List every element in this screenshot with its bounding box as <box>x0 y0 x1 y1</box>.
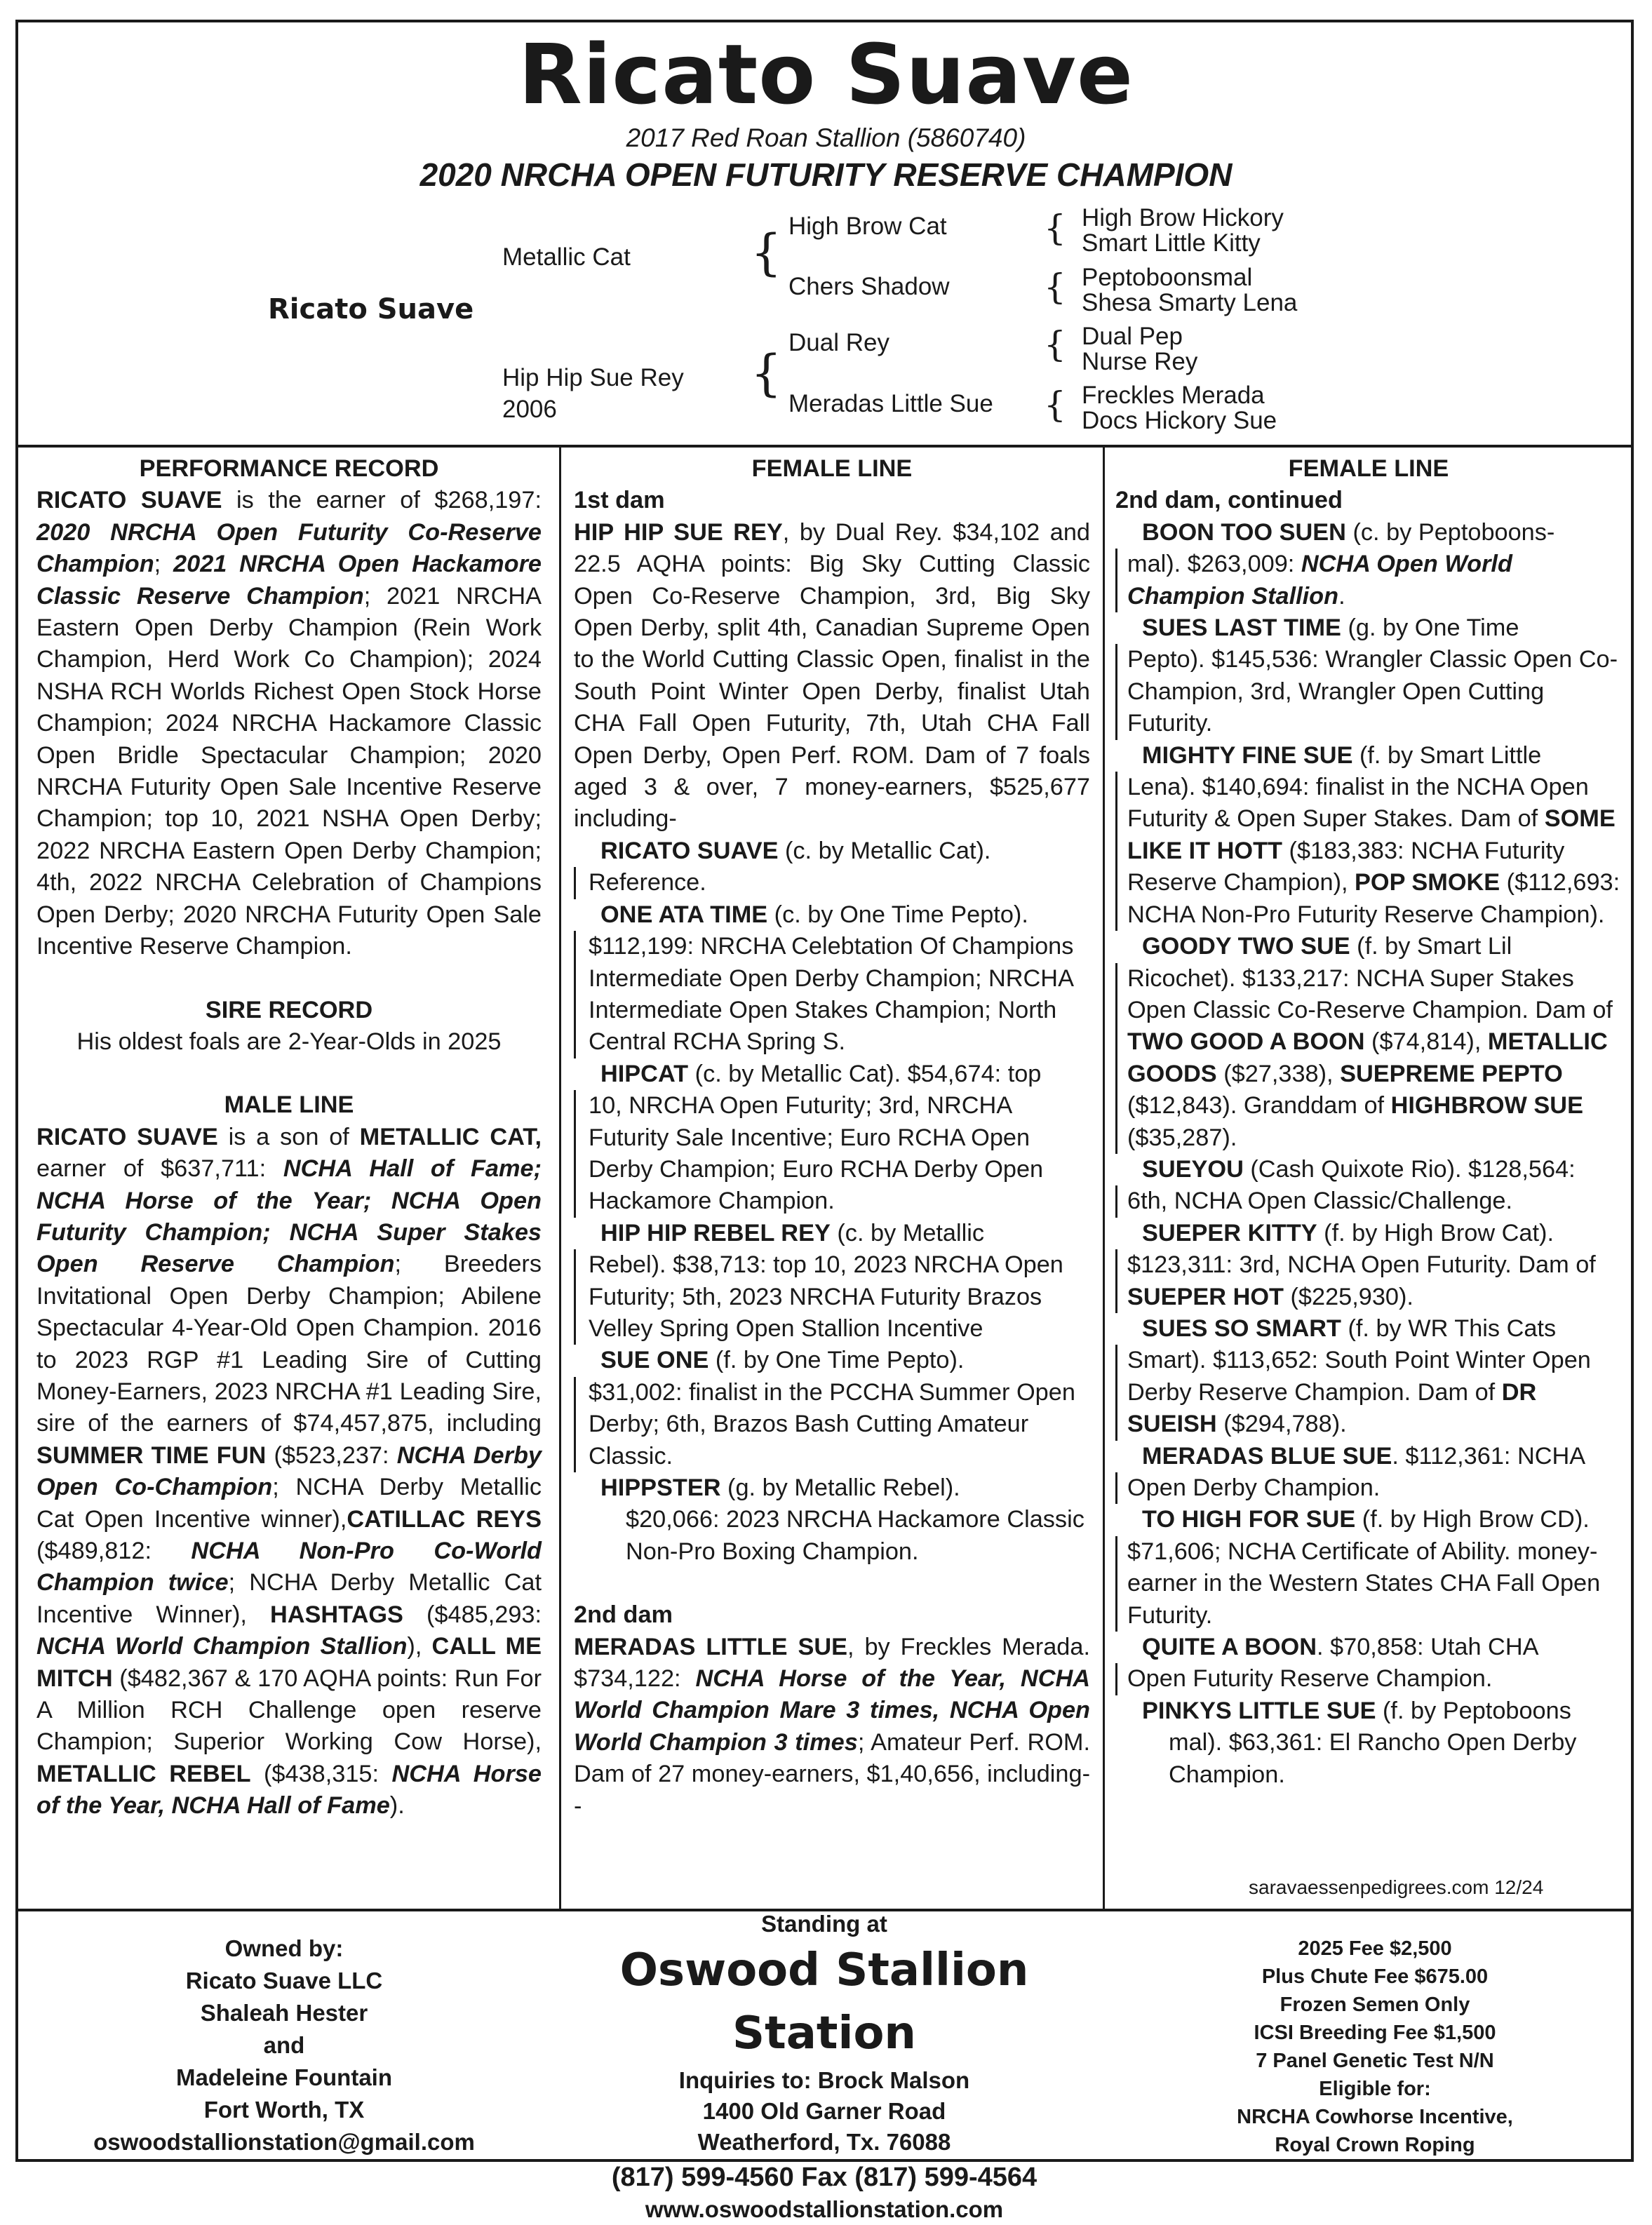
offspring-detail: Pepto). $145,536: Wrangler Classic Open Co-Champion, 3rd, Wrangler Open Cutting Futurity. <box>1115 644 1622 739</box>
offspring-entry: SUES LAST TIME (g. by One Time <box>1142 614 1519 642</box>
offspring-detail: Open Futurity Reserve Champion. <box>1115 1663 1622 1695</box>
pedigree-sire-sire: High Brow Cat <box>788 213 947 240</box>
owner-block <box>28 1932 540 2158</box>
fee-line: ICSI Breeding Fee $1,500 <box>1254 2022 1496 2044</box>
offspring-entry: SUEPER KITTY (f. by High Brow Cat). <box>1142 1219 1554 1246</box>
fee-line: 7 Panel Genetic Test N/N <box>1256 2050 1494 2072</box>
middle-column <box>574 453 1090 1822</box>
brace-icon: { <box>1044 208 1066 248</box>
offspring-detail: Rebel). $38,713: top 10, 2023 NRCHA Open Futurity; 5th, 2023 NRCHA Futurity Brazos Velley Spring Open Stallion Incentive <box>574 1249 1090 1345</box>
offspring-entry: HIPPSTER (g. by Metallic Rebel). <box>600 1474 960 1501</box>
station-name: Oswood Stallion Station <box>619 1944 1029 2059</box>
brace-icon: { <box>1044 267 1066 307</box>
pedigree-dam: Hip Hip Sue Rey <box>502 364 684 391</box>
brace-icon: { <box>751 224 782 281</box>
offspring-entry: QUITE A BOON. $70,858: Utah CHA <box>1142 1634 1539 1661</box>
column-divider-right <box>1103 446 1105 1909</box>
offspring-entry: MIGHTY FINE SUE (f. by Smart Little <box>1142 741 1542 769</box>
brace-icon: { <box>1044 324 1066 365</box>
pedigree-horse: Ricato Suave <box>268 293 474 325</box>
owner-city: Fort Worth, TX <box>203 2097 365 2123</box>
brace-icon: { <box>751 344 782 402</box>
brace-icon: { <box>1044 384 1066 425</box>
headline-achievement: 2020 NRCHA OPEN FUTURITY RESERVE CHAMPION <box>419 156 1233 193</box>
pedigree-divider <box>15 445 1634 448</box>
offspring-entry: SUES SO SMART (f. by WR This Cats <box>1142 1315 1557 1342</box>
pedigree-g1a: High Brow Hickory <box>1082 204 1284 231</box>
second-dam-continued-label: 2nd dam, continued <box>1115 487 1343 514</box>
left-column <box>36 453 542 1822</box>
offspring-entry: GOODY TWO SUE (f. by Smart Lil <box>1142 933 1512 960</box>
owner-name: Ricato Suave LLC <box>185 1968 383 1994</box>
fee-line: 2025 Fee $2,500 <box>1298 1937 1452 1960</box>
offspring-entry: SUE ONE (f. by One Time Pepto). <box>600 1347 965 1374</box>
fee-block <box>1129 1935 1620 2159</box>
phone-fax: (817) 599-4560 Fax (817) 599-4564 <box>611 2163 1037 2192</box>
female-line-heading-continued: FEMALE LINE <box>1288 455 1449 482</box>
offspring-detail: Lena). $140,694: finalist in the NCHA Open Futurity & Open Super Stakes. Dam of SOME LIKE IT HOTT ($183,383: NCHA Futurity Reserve Champion), POP SMOKE ($112,693: NCHA Non-Pro Futurity Reserve Champion). <box>1115 772 1622 931</box>
offspring-detail: Ricochet). $133,217: NCHA Super Stakes Open Classic Co-Reserve Champion. Dam of TWO GOOD A BOON ($74,814), METALLIC GOODS ($27,338), SUEPREME PEPTO ($12,843). Granddam of HIGHBROW SUE ($35,287). <box>1115 963 1622 1154</box>
offspring-detail: $112,199: NRCHA Celebtation Of Champions Intermediate Open Derby Champion; NRCHA Intermediate Open Stakes Champion; North Central RCHA Spring S. <box>574 931 1090 1058</box>
page-title: Ricato Suave <box>518 26 1134 123</box>
owner-email[interactable]: oswoodstallionstation@gmail.com <box>93 2129 475 2155</box>
horse-subtitle: 2017 Red Roan Stallion (5860740) <box>626 123 1026 152</box>
pedigree-g1b: Smart Little Kitty <box>1082 229 1261 257</box>
offspring-detail: Open Derby Champion. <box>1115 1472 1622 1504</box>
offspring-detail: 6th, NCHA Open Classic/Challenge. <box>1115 1185 1622 1217</box>
offspring-detail: Smart). $113,652: South Point Winter Open Derby Reserve Champion. Dam of DR SUEISH ($294,788). <box>1115 1345 1622 1440</box>
offspring-entry: BOON TOO SUEN (c. by Peptoboons- <box>1142 518 1555 546</box>
website-link[interactable]: www.oswoodstallionstation.com <box>645 2196 1004 2222</box>
fee-line: Plus Chute Fee $675.00 <box>1261 1965 1489 1988</box>
offspring-detail: Reference. <box>574 867 1090 899</box>
pedigree-g4b: Docs Hickory Sue <box>1082 407 1277 434</box>
second-dam-label: 2nd dam <box>574 1601 673 1629</box>
offspring-detail: 10, NRCHA Open Futurity; 3rd, NRCHA Futurity Sale Incentive; Euro RCHA Open Derby Champion; Euro RCHA Derby Open Hackamore Champion. <box>574 1090 1090 1218</box>
address-line: 1400 Old Garner Road <box>702 2098 946 2124</box>
offspring-detail: $31,002: finalist in the PCCHA Summer Open Derby; 6th, Brazos Bash Cutting Amateur Classic. <box>574 1377 1090 1472</box>
pedigree-dam-dam: Meradas Little Sue <box>788 390 993 417</box>
offspring-entry: ONE ATA TIME (c. by One Time Pepto). <box>600 901 1028 928</box>
fee-line: NRCHA Cowhorse Incentive, <box>1237 2106 1513 2128</box>
sire-record-text: His oldest foals are 2-Year-Olds in 2025 <box>76 1028 502 1055</box>
offspring-entry: MERADAS BLUE SUE. $112,361: NCHA <box>1142 1442 1586 1470</box>
offspring-entry: PINKYS LITTLE SUE (f. by Peptoboons <box>1142 1697 1571 1724</box>
pedigree-g2b: Shesa Smarty Lena <box>1082 289 1298 316</box>
fee-line: Eligible for: <box>1319 2078 1431 2100</box>
offspring-entry: HIPCAT (c. by Metallic Cat). $54,674: top <box>600 1060 1042 1087</box>
female-line-heading: FEMALE LINE <box>751 455 913 482</box>
pedigree-g4a: Freckles Merada <box>1082 382 1265 409</box>
first-dam-text: HIP HIP SUE REY, by Dual Rey. $34,102 and 22.5 AQHA points: Big Sky Cutting Classic Open Co-Reserve Champion, 3rd, Big Sky Open Derby, split 4th, Canadian Supreme Open to the World Cutting Classic Open, finalist in the South Point Winter Open Derby, finalist Utah CHA Fall Open Futurity, 7th, Utah CHA Fall Open Derby, Open Perf. ROM. Dam of 7 foals aged 3 & over, 7 money-earners, $525,677 including- <box>574 518 1090 833</box>
column-divider-left <box>559 446 561 1909</box>
pedigree-g2a: Peptoboonsmal <box>1082 264 1253 291</box>
standing-label: Standing at <box>761 1911 887 1937</box>
right-column <box>1115 453 1622 1791</box>
offspring-detail: $20,066: 2023 NRCHA Hackamore Classic Non-Pro Boxing Champion. <box>626 1506 1084 1565</box>
male-line-heading: MALE LINE <box>224 1091 354 1119</box>
fee-line: Royal Crown Roping <box>1275 2134 1475 2156</box>
credit-line: saravaessenpedigrees.com 12/24 <box>1249 1876 1544 1898</box>
pedigree-sire-dam: Chers Shadow <box>788 273 950 300</box>
offspring-entry: TO HIGH FOR SUE (f. by High Brow CD). <box>1142 1506 1590 1533</box>
sire-record-heading: SIRE RECORD <box>205 996 373 1023</box>
offspring-detail: mal). $63,361: El Rancho Open Derby Champion. <box>1169 1729 1577 1788</box>
owner-and: and <box>263 2032 305 2058</box>
pedigree-dam-sire: Dual Rey <box>788 329 889 356</box>
offspring-detail: mal). $263,009: NCHA Open World Champion Stallion. <box>1115 549 1622 612</box>
offspring-detail: $71,606; NCHA Certificate of Ability. money-earner in the Western States CHA Fall Open Futurity. <box>1115 1536 1622 1632</box>
owner-name: Madeleine Fountain <box>175 2064 393 2090</box>
pedigree-sire: Metallic Cat <box>502 243 631 271</box>
inquiries-contact: Inquiries to: Brock Malson <box>678 2067 970 2093</box>
second-dam-text: MERADAS LITTLE SUE, by Freckles Merada. $734,122: NCHA Horse of the Year, NCHA World Champion Mare 3 times, NCHA Open World Champion 3 times; Amateur Perf. ROM. Dam of 27 money-earners, $1,40,656, including-- <box>574 1633 1090 1820</box>
pedigree-g3a: Dual Pep <box>1082 323 1183 350</box>
pedigree-dam-year: 2006 <box>502 396 557 423</box>
owner-name: Shaleah Hester <box>200 2000 368 2026</box>
performance-record-heading: PERFORMANCE RECORD <box>139 455 439 482</box>
fee-line: Frozen Semen Only <box>1280 1994 1470 2016</box>
offspring-entry: SUEYOU (Cash Quixote Rio). $128,564: <box>1142 1155 1576 1183</box>
first-dam-label: 1st dam <box>574 487 665 514</box>
performance-record-text: RICATO SUAVE is the earner of $268,197: 2020 NRCHA Open Futurity Co-Reserve Champion; 2021 NRCHA Open Hackamore Classic Reserve Champion; 2021 NRCHA Eastern Open Derby Champion (Rein Work Champion, Herd Work Co Champion); 2024 NSHA RCH Worlds Richest Open Stock Horse Champion; 2024 NRCHA Hackamore Classic Open Bridle Spectacular Champion; 2020 NRCHA Futurity Open Sale Incentive Reserve Champion; top 10, 2021 NSHA Open Derby; 2022 NRCHA Eastern Open Derby Champion; 4th, 2022 NRCHA Celebration of Champions Open Derby; 2020 NRCHA Futurity Open Sale Incentive Reserve Champion. <box>36 487 542 960</box>
offspring-entry: HIP HIP REBEL REY (c. by Metallic <box>600 1219 985 1246</box>
offspring-entry: RICATO SUAVE (c. by Metallic Cat). <box>600 837 991 864</box>
male-line-text: RICATO SUAVE is a son of METALLIC CAT, earner of $637,711: NCHA Hall of Fame; NCHA Horse of the Year; NCHA Open Futurity Champion; NCHA Super Stakes Open Reserve Champion; Breeders Invitational Open Derby Champion; Abilene Spectacular 4-Year-Old Open Champion. 2016 to 2023 RGP #1 Leading Sire of Cutting Money-Earners, 2023 NRCHA #1 Leading Sire, sire of the earners of $74,457,875, including SUMMER TIME FUN ($523,237: NCHA Derby Open Co-Champion; NCHA Derby Metallic Cat Open Incentive winner),CATILLAC REYS ($489,812: NCHA Non-Pro Co-World Champion twice; NCHA Derby Metallic Cat Incentive Winner), HASHTAGS ($485,293: NCHA World Champion Stallion), CALL ME MITCH ($482,367 & 170 AQHA points: Run For A Million RCH Challenge open reserve Champion; Superior Working Cow Horse), METALLIC REBEL ($438,315: NCHA Horse of the Year, NCHA Hall of Fame). <box>36 1123 542 1820</box>
pedigree-g3b: Nurse Rey <box>1082 348 1198 375</box>
standing-block <box>547 1909 1101 2225</box>
owned-label: Owned by: <box>224 1935 344 1961</box>
address-line: Weatherford, Tx. 76088 <box>697 2129 951 2155</box>
offspring-detail: $123,311: 3rd, NCHA Open Futurity. Dam of SUEPER HOT ($225,930). <box>1115 1249 1622 1313</box>
